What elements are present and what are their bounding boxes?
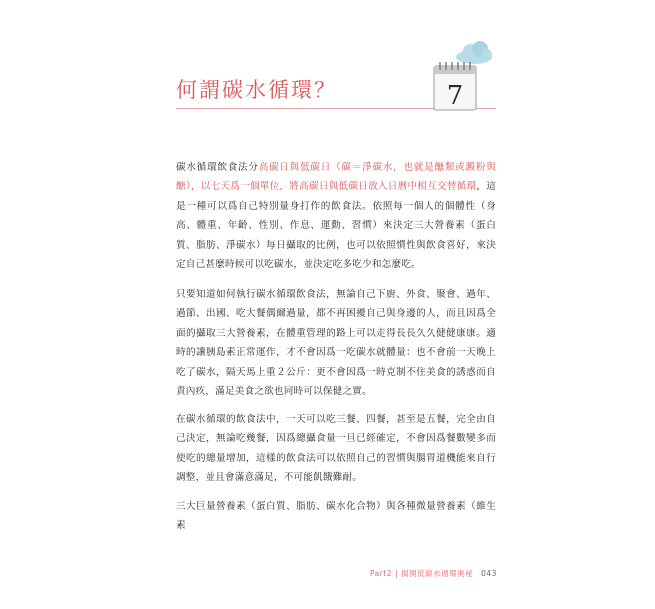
calendar-icon [420, 40, 500, 120]
cloud-icon [456, 41, 492, 64]
page-footer [370, 568, 497, 579]
paragraph-3: 在碳水循環的飲食法中，一天可以吃三餐、四餐，甚至是五餐，完全由自己決定，無論吃幾餐，因爲總攝食量一旦已經確定，不會因爲餐數變多而使吃的總量增加，這樣的飲食法可以依照自己的習慣與腸胃道機能來自行調整，並且會滿意滿足，不可能飢餓難耐。 [176, 414, 496, 484]
paragraph-4: 三大巨量營養素（蛋白質、脂肪、碳水化合物）與各種微量營養素（維生素 [176, 501, 496, 532]
paragraph-2: 只要知道如何執行碳水循環飲食法，無論自己下廚、外食、聚會、過年、過節、出國、吃大餐偶爾過量，都不再困擾自己與身邊的人，而且因爲全面的攝取三大營養素，在體重管理的路上可以走得長長久久健健康康。適時的讓胰島素正常運作，才不會因爲一吃碳水就體量：也不會前一天晚上吃了碳水，隔天馬上重２公斤：更不會因爲一時克制不住美食的誘惑而自責內疚，滿足美食之欲也同時可以保健之實。 [176, 289, 496, 398]
page-number: 043 [481, 569, 497, 578]
footer-part: Part2 [370, 569, 393, 578]
paragraph-1 [176, 158, 496, 274]
paragraph-1-lead: 碳水循環飲食法分 [176, 162, 259, 173]
page-title: 何謂碳水循環？ [176, 78, 337, 102]
paragraph-1-rest: ，這是一種可以爲自己特別量身打作的飲食法。依照每一個人的個體性（身高、體重、年齡、性別、作息、運動、習慣）來決定三大營養素（蛋白質、脂肪、淨碳水）每日攝取的比例，也可以依照慣性與飲食喜好，來決定自己甚麼時候可以吃碳水，並決定吃多吃少和怎麼吃。 [176, 181, 496, 271]
footer-separator: | [395, 569, 399, 578]
paragraph-1-highlight: 高碳日與低碳日（碳＝淨碳水，也就是醣類或澱粉與醣），以七天爲一個單位，將高碳日與低碳日放入日曆中相互交替循環 [176, 162, 496, 193]
calendar-day-number: 7 [446, 81, 464, 111]
footer-chapter: 揭開低碳水循環奧秘 [401, 569, 474, 578]
